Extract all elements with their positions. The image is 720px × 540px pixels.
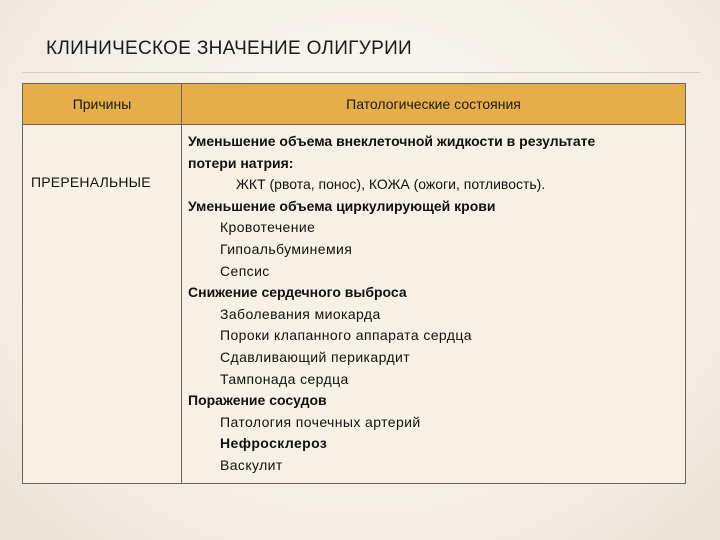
condition-item: Гипоальбуминемия [220,240,353,257]
cause-cell [23,125,182,484]
condition-item: Сдавливающий перикардит [220,348,411,365]
condition-item: Васкулит [220,456,283,473]
header-causes: Причины [23,84,182,125]
condition-heading: Уменьшение объема циркулирующей крови [188,197,496,214]
condition-heading: Снижение сердечного выброса [188,284,407,301]
cause-label: ПРЕРЕНАЛЬНЫЕ [31,174,151,190]
condition-item: Нефросклероз [220,435,328,452]
condition-heading: Поражение сосудов [188,392,327,409]
oliguria-table [22,83,686,484]
condition-heading: потери натрия: [188,154,294,171]
table-header-row [23,84,686,125]
condition-item: Тампонада сердца [220,370,349,387]
conditions-cell [182,125,686,484]
title-divider [22,72,700,73]
table-row [23,125,686,484]
condition-item: ЖКТ (рвота, понос), КОЖА (ожоги, потливость). [236,176,546,193]
condition-item: Кровотечение [220,219,316,236]
condition-item: Заболевания миокарда [220,305,381,322]
condition-item: Сепсис [220,262,270,279]
condition-heading: Уменьшение объема внеклеточной жидкости в результате [188,133,596,149]
header-conditions: Патологические состояния [182,84,686,125]
condition-item: Патология почечных артерий [220,413,421,430]
slide-title: КЛИНИЧЕСКОЕ ЗНАЧЕНИЕ ОЛИГУРИИ [46,38,412,59]
condition-item: Пороки клапанного аппарата сердца [220,327,472,344]
